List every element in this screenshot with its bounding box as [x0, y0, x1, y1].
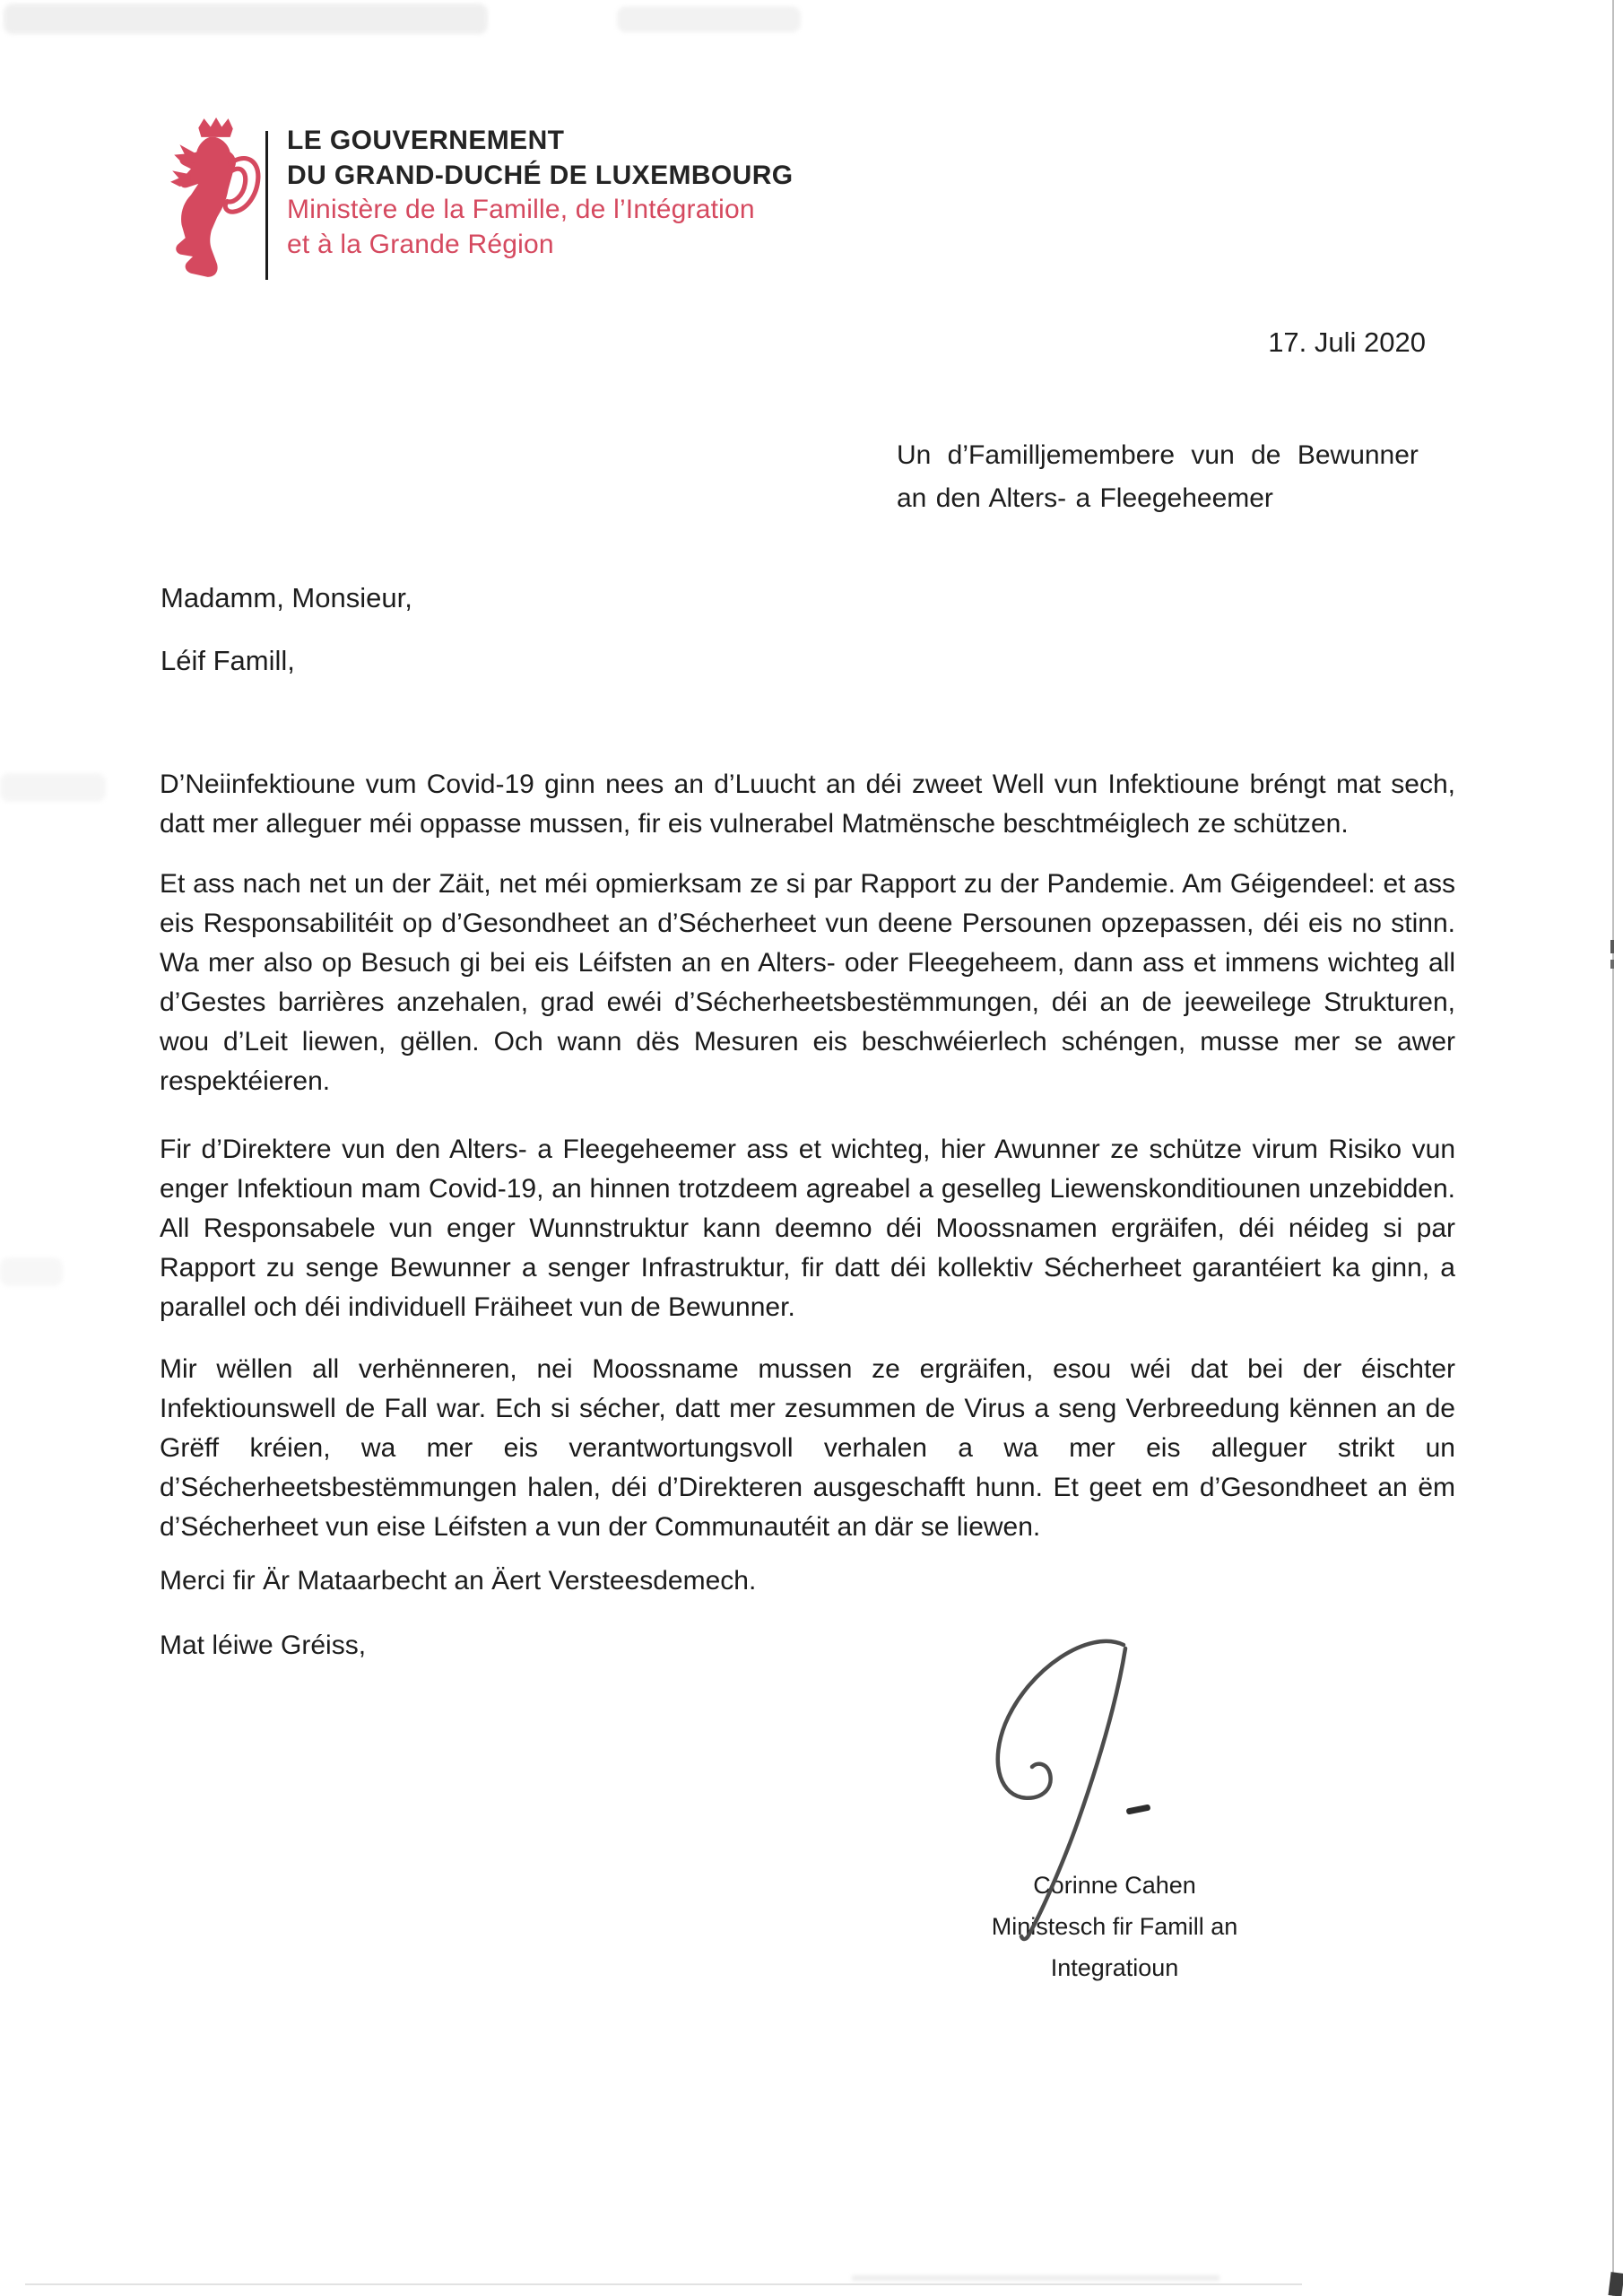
header-divider — [265, 131, 268, 280]
letterhead-ministry-line2: et à la Grande Région — [287, 229, 554, 259]
scan-edge-tick — [1610, 940, 1614, 953]
closing-line: Mat léiwe Gréiss, — [160, 1631, 367, 1660]
scan-smudge-top-center — [617, 6, 801, 32]
scan-edge-tick — [1610, 960, 1614, 969]
salutation-line1: Madamm, Monsieur, — [161, 582, 412, 613]
recipient-block — [897, 434, 1429, 520]
signature-name: Corinne Cahen — [1033, 1872, 1196, 1899]
luxembourg-lion-icon — [167, 117, 264, 280]
signature-title: Ministesch fir Famill an Integratioun — [991, 1913, 1238, 1981]
salutation-line2: Léif Famill, — [161, 645, 295, 676]
scan-bottom-line — [25, 2283, 1302, 2285]
letter-date: 17. Juli 2020 — [1268, 326, 1426, 358]
scan-smudge-top-left — [4, 4, 488, 34]
signature-block — [926, 1865, 1303, 1988]
thanks-line: Merci fir Är Mataarbecht an Äert Versteesdemech. — [160, 1566, 757, 1596]
body-paragraph-1: D’Neiinfektioune vum Covid-19 ginn nees an d’Luucht an déi zweet Well vun Infektioune bréngt mat sech, datt mer alleguer méi oppasse mussen, fir eis vulnerabel Matmënsche beschtméiglech ze schützen. — [160, 770, 1455, 839]
body-paragraph-4: Mir wëllen all verhënneren, nei Moossname mussen ze ergräifen, esou wéi dat bei der éischter Infektiounswell de Fall war. Ech si sécher, datt mer zesummen de Virus a seng Verbreedung kënnen an de Grëff kréien, wa mer eis verantwortungsvoll verhalen a wa mer eis alleguer strikt un d’Sécherheetsbestëmmungen halen, déi d’Direkteren ausgeschafft hunn. Et geet em d’Gesondheet an ëm d’Sécherheet vun eise Léifsten a vun der Communautéit an där se liewen. — [160, 1354, 1455, 1542]
recipient-line2: an den Alters- a Fleegeheemer — [897, 483, 1273, 513]
scan-corner-mark — [1608, 2272, 1623, 2296]
letterhead — [287, 124, 794, 262]
letterhead-government-line1: LE GOUVERNEMENT — [287, 126, 565, 155]
scan-edge-line — [1612, 0, 1614, 2296]
scan-bottom-smear — [852, 2275, 1219, 2281]
letterhead-ministry-line1: Ministère de la Famille, de l’Intégration — [287, 195, 755, 224]
scan-smudge-left-margin-2 — [0, 1257, 63, 1286]
scan-smudge-left-margin — [0, 773, 106, 802]
letterhead-government-line2: DU GRAND-DUCHÉ DE LUXEMBOURG — [287, 160, 794, 190]
body-paragraph-3: Fir d’Direktere vun den Alters- a Fleegeheemer ass et wichteg, hier Awunner ze schütze virum Risiko vun enger Infektioun mam Covid-19, an hinnen trotzdeem agreabel a geselleg Liewenskonditiounen unzebidden. All Responsabele vun enger Wunnstruktur kann deemno déi Moossnamen ergräifen, déi néideg si par Rapport zu senge Bewunner a senger Infrastruktur, fir datt déi kollektiv Sécherheet garantéiert ka ginn, a parallel och déi individuell Fräiheet vun de Bewunner. — [160, 1135, 1455, 1322]
recipient-line1: Un d’Familljemembere vun de Bewunner — [897, 440, 1419, 470]
body-paragraph-2: Et ass nach net un der Zäit, net méi opmierksam ze si par Rapport zu der Pandemie. Am Géigendeel: et ass eis Responsabilitéit op d’Gesondheet an d’Sécherheet vun deene Persounen opzepassen, déi eis no stinn. Wa mer also op Besuch gi bei eis Léifsten an en Alters- oder Fleegeheem, dann ass et immens wichteg all d’Gestes barrières anzehalen, grad ewéi d’Sécherheetsbestëmmungen, déi an de jeeweilege Strukturen, wou d’Leit liewen, gëllen. Och wann dës Mesuren eis beschwéierlech schéngen, musse mer se awer respektéieren. — [160, 869, 1455, 1096]
pen-dash-mark — [1126, 1804, 1151, 1814]
